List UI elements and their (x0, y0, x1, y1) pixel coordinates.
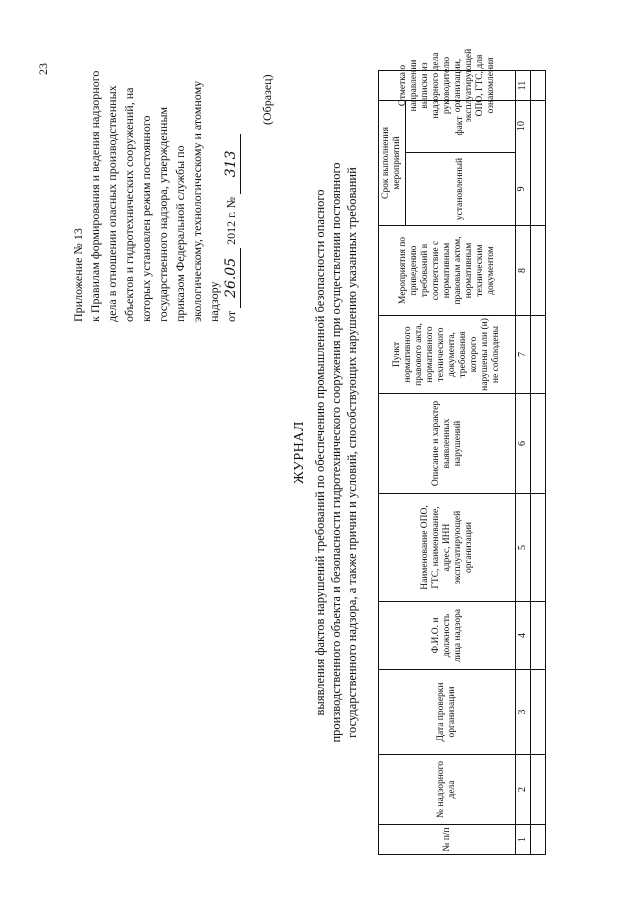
number-row-border (515, 101, 531, 225)
appendix-line: приказом Федеральной службы по (173, 145, 187, 322)
column-header: Наименование ОПО, ГТС, наименование, адрес, ИНН эксплуатирующей организации (419, 505, 474, 590)
appendix-line: государственного надзора, утвержденным (156, 106, 170, 322)
appendix-date-line (223, 22, 241, 322)
page-number: 23 (36, 63, 50, 75)
appendix-line: дела в отношении опасных производственных (105, 85, 119, 322)
column-number: 10 (516, 121, 527, 131)
year-text: 2012 г. № (224, 196, 238, 245)
date-prefix: от (224, 310, 238, 322)
column-3 (379, 669, 545, 754)
appendix-line: Приложение № 13 (71, 228, 85, 322)
column-number: 8 (515, 226, 531, 315)
journal-subtitle: выявления фактов нарушений требований по обеспечению промышленной безопасности опасного производственного объекта и безопасности гидротехнического сооружения при осуществлении постоянного государственного надзора, а также причин и условий, способствующих нарушению указанных требований (313, 162, 359, 743)
column-header: Ф.И.О. и должность лица надзора (430, 608, 463, 663)
handwritten-date: 26.05 (223, 248, 241, 308)
appendix-line: надзору (207, 281, 221, 322)
column-number: 6 (515, 394, 531, 493)
column-header: Дата проверки организации (436, 682, 457, 742)
column-number: 1 (515, 825, 531, 854)
column-number: 5 (515, 494, 531, 601)
journal-table (378, 48, 546, 855)
column-header: Описание и характер выявленных нарушений (430, 400, 463, 487)
column-header: Мероприятия по приведению требований в соответствие с нормативным правовым актом, нормативным техническим документом (397, 236, 496, 305)
column-6 (379, 393, 545, 493)
column-number: 7 (515, 316, 531, 393)
sample-label: (Образец) (260, 74, 274, 125)
appendix-line: экологическому, технологическому и атомному (190, 80, 204, 322)
column-1 (379, 824, 545, 854)
column-header: № п/п (441, 827, 452, 852)
column-header: Пункт нормативного правового акта, нормативного технического документа, требования которого нарушены или (и) не соблюдены (392, 318, 501, 391)
appendix-line: к Правилам формирования и ведения надзорного (88, 70, 102, 322)
column-2 (379, 754, 545, 824)
column-number: 9 (516, 186, 527, 192)
appendix-line: объектов и гидротехнических сооружений, на (122, 87, 136, 322)
column-header: установленный (454, 157, 465, 221)
column-11 (379, 48, 545, 123)
journal-title: ЖУРНАЛ (292, 421, 307, 484)
column-number: 11 (515, 71, 531, 100)
appendix-line: которых установлен режим постоянного (139, 115, 153, 322)
handwritten-number: 313 (223, 134, 241, 194)
column-number: 2 (515, 755, 531, 824)
column-number: 3 (515, 670, 531, 754)
column-9 (405, 152, 527, 225)
column-number: 4 (515, 602, 531, 669)
column-header: № надзорного дела (436, 760, 457, 819)
group-header: Срок выполнения мероприятий (379, 101, 406, 225)
column-header: факт (454, 116, 465, 136)
column-8 (379, 225, 545, 315)
column-4 (379, 601, 545, 669)
appendix-block (70, 22, 241, 322)
column-header: Отметка о направлении выписки из надзорного дела руководителю организации, эксплуатирующей ОПО, ГТС, для ознакомления (397, 48, 496, 123)
column-5 (379, 493, 545, 601)
column-7 (379, 315, 545, 393)
